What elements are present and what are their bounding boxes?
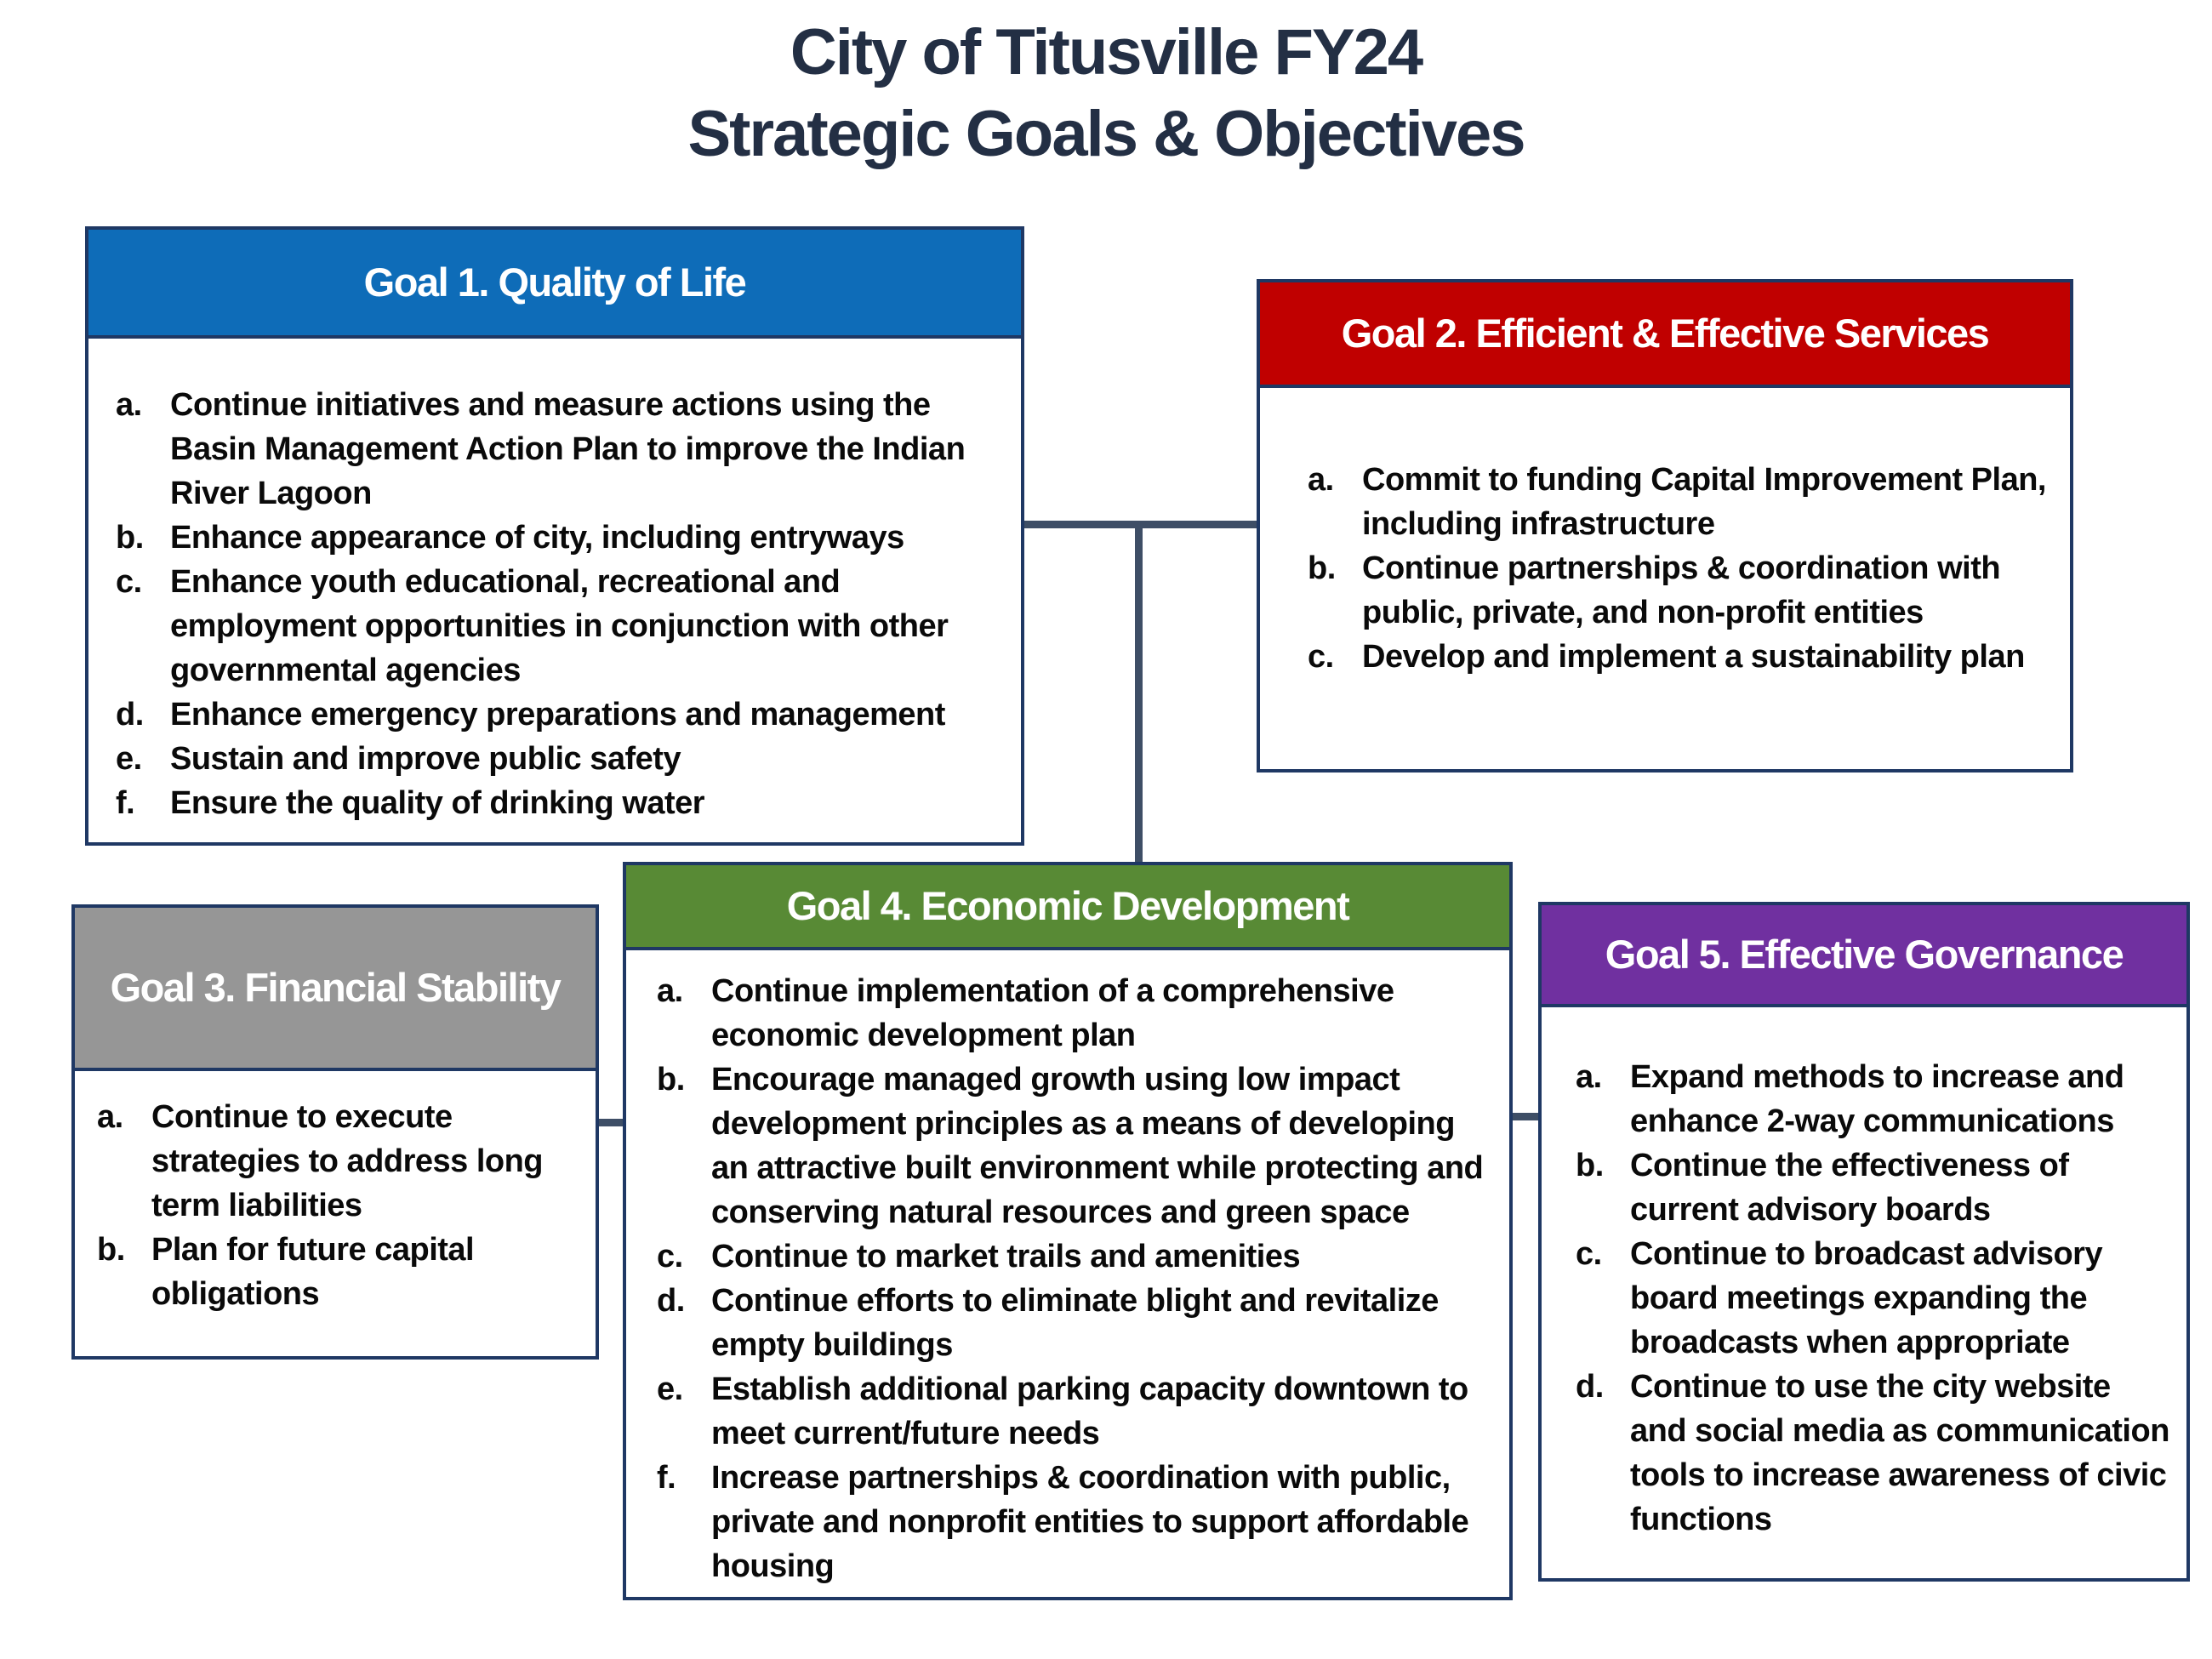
- list-item: [1576, 1055, 2178, 1143]
- item-label: b.: [97, 1232, 125, 1268]
- item-label: a.: [97, 1099, 123, 1135]
- list-item: [116, 737, 1004, 781]
- list-item: [116, 516, 1004, 560]
- goal-4-box: [623, 862, 1513, 1600]
- list-item: [657, 1234, 1499, 1279]
- list-item: [1308, 635, 2056, 679]
- objective-text: Enhance emergency preparations and management: [170, 697, 945, 733]
- goal-4-header: Goal 4. Economic Development: [626, 865, 1509, 950]
- item-label: a.: [657, 973, 683, 1009]
- objective-text: Continue to execute strategies to address long term liabilities: [151, 1099, 544, 1223]
- objective-text: Continue to use the city website and social media as communication tools to increase awareness of civic functions: [1630, 1369, 2169, 1537]
- item-label: d.: [657, 1283, 685, 1319]
- objective-text: Continue to market trails and amenities: [711, 1239, 1301, 1274]
- objective-text: Enhance appearance of city, including entryways: [170, 520, 904, 556]
- goal-2-box: [1257, 279, 2073, 772]
- objective-text: Enhance youth educational, recreational and employment opportunities in conjunction with other governmental agencies: [170, 564, 949, 688]
- list-item: [116, 693, 1004, 737]
- list-item: [657, 1456, 1499, 1588]
- item-label: e.: [116, 741, 142, 777]
- goal-3-body: [75, 1071, 596, 1356]
- page-title-line-2: Strategic Goals & Objectives: [687, 97, 1525, 170]
- objective-text: Increase partnerships & coordination with public, private and nonprofit entities to support affordable housing: [711, 1460, 1469, 1584]
- list-item: [1576, 1232, 2178, 1365]
- list-item: [116, 781, 1004, 825]
- list-item: [116, 383, 1004, 516]
- goal-5-body: [1542, 1007, 2186, 1578]
- list-item: [1308, 546, 2056, 635]
- objective-text: Sustain and improve public safety: [170, 741, 681, 777]
- page-title-line-1: City of Titusville FY24: [790, 16, 1422, 88]
- objective-text: Continue implementation of a comprehensive economic development plan: [711, 973, 1394, 1053]
- objective-text: Continue to broadcast advisory board meetings expanding the broadcasts when appropriate: [1630, 1236, 2103, 1360]
- objective-text: Plan for future capital obligations: [151, 1232, 475, 1312]
- goal-3-header: Goal 3. Financial Stability: [75, 908, 596, 1071]
- item-label: c.: [1576, 1236, 1602, 1272]
- connector-down-to-goal4: [1135, 521, 1143, 862]
- list-item: [657, 1279, 1499, 1367]
- item-label: d.: [1576, 1369, 1604, 1405]
- list-item: [1576, 1143, 2178, 1232]
- item-label: c.: [116, 564, 142, 600]
- item-label: e.: [657, 1371, 683, 1407]
- objective-text: Continue partnerships & coordination with public, private, and non-profit entities: [1362, 550, 2001, 630]
- goal-1-body: [88, 339, 1021, 842]
- objective-text: Continue efforts to eliminate blight and revitalize empty buildings: [711, 1283, 1439, 1363]
- goal-1-box: [85, 226, 1024, 846]
- goal-4-body: [626, 950, 1509, 1597]
- item-label: a.: [1308, 462, 1334, 498]
- item-label: b.: [657, 1062, 685, 1097]
- item-label: b.: [1576, 1148, 1604, 1183]
- objective-text: Develop and implement a sustainability plan: [1362, 639, 2025, 675]
- item-label: b.: [1308, 550, 1336, 586]
- goal-1-header: Goal 1. Quality of Life: [88, 230, 1021, 339]
- objective-text: Expand methods to increase and enhance 2-way communications: [1630, 1059, 2124, 1139]
- list-item: [657, 1058, 1499, 1234]
- list-item: [657, 1367, 1499, 1456]
- goal-5-header: Goal 5. Effective Governance: [1542, 905, 2186, 1007]
- item-label: f.: [116, 785, 135, 821]
- objective-text: Continue the effectiveness of current advisory boards: [1630, 1148, 2069, 1228]
- connector-goal4-goal5: [1508, 1113, 1542, 1120]
- list-item: [116, 560, 1004, 693]
- objective-text: Establish additional parking capacity downtown to meet current/future needs: [711, 1371, 1468, 1451]
- goal-3-box: [71, 904, 599, 1360]
- item-label: a.: [1576, 1059, 1602, 1095]
- item-label: b.: [116, 520, 144, 556]
- item-label: c.: [1308, 639, 1334, 675]
- goal-5-box: [1538, 902, 2190, 1582]
- objective-text: Ensure the quality of drinking water: [170, 785, 705, 821]
- goal-2-body: [1260, 388, 2070, 769]
- list-item: [1576, 1365, 2178, 1542]
- objective-text: Continue initiatives and measure actions using the Basin Management Action Plan to improve the Indian River Lagoon: [170, 387, 966, 511]
- item-label: d.: [116, 697, 144, 733]
- list-item: [1308, 458, 2056, 546]
- list-item: [97, 1228, 585, 1316]
- goal-2-header: Goal 2. Efficient & Effective Services: [1260, 282, 2070, 388]
- objective-text: Commit to funding Capital Improvement Plan, including infrastructure: [1362, 462, 2046, 542]
- page-title: [0, 12, 2212, 175]
- item-label: c.: [657, 1239, 683, 1274]
- item-label: f.: [657, 1460, 676, 1496]
- list-item: [97, 1095, 585, 1228]
- objective-text: Encourage managed growth using low impact development principles as a means of developing an attractive built environment while protecting and conserving natural resources and green space: [711, 1062, 1484, 1230]
- list-item: [657, 969, 1499, 1058]
- item-label: a.: [116, 387, 142, 423]
